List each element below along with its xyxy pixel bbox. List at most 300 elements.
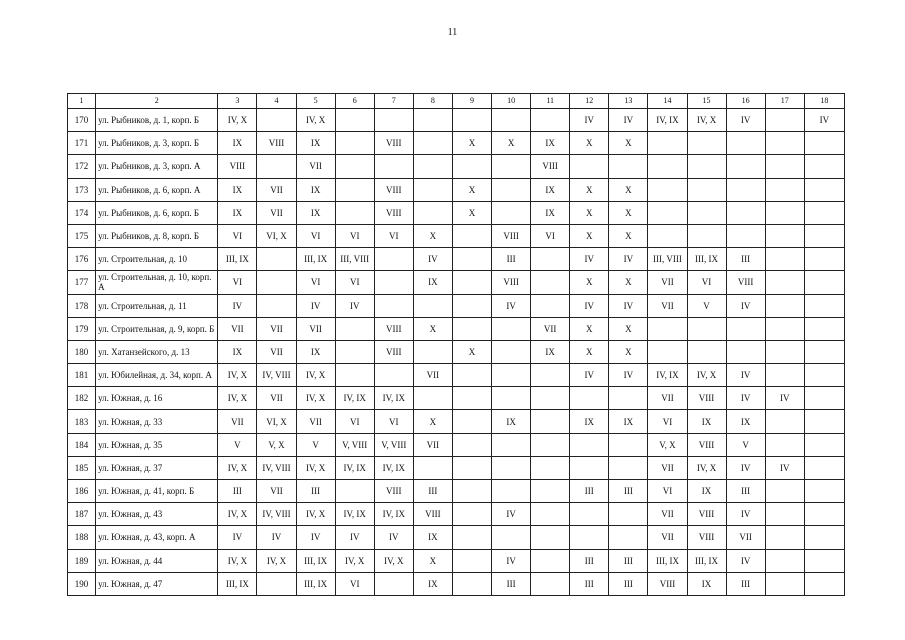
table-cell: VII — [648, 271, 687, 294]
table-cell — [804, 433, 844, 456]
table-cell: X — [609, 271, 648, 294]
table-cell — [413, 456, 452, 479]
table-cell — [804, 132, 844, 155]
table-cell: IV, IX — [374, 456, 413, 479]
table-cell: IV — [335, 294, 374, 317]
table-cell: III — [570, 549, 609, 572]
table-cell: V — [726, 433, 765, 456]
table-cell: IV — [570, 364, 609, 387]
table-cell: IV, X — [296, 456, 335, 479]
table-cell — [413, 155, 452, 178]
column-header: 1 — [68, 94, 96, 109]
table-cell: IX — [218, 201, 257, 224]
table-cell: III, IX — [296, 248, 335, 271]
table-cell: IV, X — [296, 109, 335, 132]
table-cell — [804, 201, 844, 224]
row-number: 179 — [68, 317, 96, 340]
table-cell — [765, 572, 804, 595]
table-cell — [492, 155, 531, 178]
table-cell — [765, 549, 804, 572]
table-cell — [335, 480, 374, 503]
table-cell: V, VIII — [335, 433, 374, 456]
table-cell: VIII — [413, 503, 452, 526]
table-cell: IV — [726, 387, 765, 410]
table-cell: VII — [218, 410, 257, 433]
table-cell: III — [570, 572, 609, 595]
table-cell: IV — [413, 248, 452, 271]
table-cell: VII — [413, 433, 452, 456]
column-header: 10 — [492, 94, 531, 109]
table-cell — [413, 340, 452, 363]
table-cell: IV — [296, 294, 335, 317]
table-cell: IX — [296, 178, 335, 201]
table-cell — [413, 109, 452, 132]
table-cell: III — [218, 480, 257, 503]
table-cell: IV, IX — [374, 387, 413, 410]
row-number: 173 — [68, 178, 96, 201]
table-cell — [648, 178, 687, 201]
table-cell — [765, 317, 804, 340]
table-cell: X — [570, 132, 609, 155]
table-cell — [570, 456, 609, 479]
table-cell: IX — [413, 526, 452, 549]
table-cell: VI — [335, 271, 374, 294]
table-cell — [374, 572, 413, 595]
table-cell — [687, 224, 726, 247]
table-cell: VI — [335, 224, 374, 247]
table-row — [68, 456, 845, 479]
table-cell: V, X — [648, 433, 687, 456]
column-header: 16 — [726, 94, 765, 109]
row-number: 177 — [68, 271, 96, 294]
table-cell: IV, VIII — [257, 364, 296, 387]
table-cell: IV, VIII — [257, 503, 296, 526]
table-cell: IV — [609, 294, 648, 317]
table-cell — [531, 503, 570, 526]
column-header: 12 — [570, 94, 609, 109]
table-cell: VII — [531, 317, 570, 340]
table-row — [68, 549, 845, 572]
table-cell: VIII — [492, 224, 531, 247]
table-cell: IV — [726, 456, 765, 479]
table-cell: IV, X — [296, 503, 335, 526]
table-cell: III, IX — [296, 549, 335, 572]
table-cell: III — [492, 248, 531, 271]
table-row — [68, 294, 845, 317]
table-cell: IV, IX — [648, 364, 687, 387]
address-cell: ул. Южная, д. 41, корп. Б — [96, 480, 218, 503]
table-cell: V, X — [257, 433, 296, 456]
table-row — [68, 387, 845, 410]
table-cell: IV — [765, 387, 804, 410]
table-cell — [726, 201, 765, 224]
table-row — [68, 155, 845, 178]
table-cell — [765, 433, 804, 456]
address-cell: ул. Строительная, д. 9, корп. Б — [96, 317, 218, 340]
table-row — [68, 248, 845, 271]
table-cell — [492, 387, 531, 410]
table-cell — [335, 364, 374, 387]
row-number: 175 — [68, 224, 96, 247]
table-cell — [804, 340, 844, 363]
table-cell — [804, 480, 844, 503]
table-cell — [335, 132, 374, 155]
table-cell: IV, X — [687, 456, 726, 479]
row-number: 184 — [68, 433, 96, 456]
table-cell: X — [452, 340, 491, 363]
table-cell: VI — [335, 572, 374, 595]
table-cell: V — [687, 294, 726, 317]
table-cell: III — [609, 480, 648, 503]
table-cell — [804, 549, 844, 572]
table-cell: IV, X — [296, 364, 335, 387]
table-cell — [452, 549, 491, 572]
table-cell: IV, VIII — [257, 456, 296, 479]
table-cell — [765, 410, 804, 433]
row-number: 187 — [68, 503, 96, 526]
table-cell — [335, 340, 374, 363]
table-cell: IX — [413, 572, 452, 595]
table-cell: VII — [257, 178, 296, 201]
table-row — [68, 480, 845, 503]
table-cell: IV — [726, 549, 765, 572]
table-cell: IV — [804, 109, 844, 132]
table-cell: IV, X — [296, 387, 335, 410]
table-cell — [765, 109, 804, 132]
table-cell — [531, 572, 570, 595]
table-cell: VI — [296, 224, 335, 247]
table-cell — [452, 109, 491, 132]
table-cell — [452, 480, 491, 503]
table-cell: X — [570, 317, 609, 340]
row-number: 183 — [68, 410, 96, 433]
row-number: 189 — [68, 549, 96, 572]
table-cell: IV, IX — [374, 503, 413, 526]
table-cell — [257, 271, 296, 294]
table-cell: IV — [335, 526, 374, 549]
column-header: 6 — [335, 94, 374, 109]
table-cell: IX — [531, 340, 570, 363]
address-cell: ул. Южная, д. 43 — [96, 503, 218, 526]
column-header: 14 — [648, 94, 687, 109]
table-cell: IV — [570, 294, 609, 317]
table-cell: IX — [218, 178, 257, 201]
table-cell — [765, 364, 804, 387]
table-cell: VIII — [374, 132, 413, 155]
table-cell: VIII — [531, 155, 570, 178]
table-cell: VIII — [374, 178, 413, 201]
table-cell — [570, 503, 609, 526]
table-row — [68, 340, 845, 363]
table-cell — [687, 132, 726, 155]
table-cell — [452, 271, 491, 294]
table-cell: X — [609, 132, 648, 155]
table-cell — [452, 526, 491, 549]
table-cell: VI — [218, 224, 257, 247]
address-cell: ул. Южная, д. 37 — [96, 456, 218, 479]
table-cell: VI — [531, 224, 570, 247]
table-cell: IV, IX — [335, 456, 374, 479]
table-row — [68, 572, 845, 595]
table-cell: X — [452, 201, 491, 224]
table-cell: IX — [687, 410, 726, 433]
table-cell: III — [609, 572, 648, 595]
table-cell — [335, 155, 374, 178]
table-cell: IV, IX — [648, 109, 687, 132]
table-cell: IX — [687, 572, 726, 595]
table-cell: VII — [648, 387, 687, 410]
table-cell — [687, 201, 726, 224]
table-cell — [374, 155, 413, 178]
table-cell — [492, 340, 531, 363]
table-cell — [413, 294, 452, 317]
table-cell — [492, 317, 531, 340]
table-cell: IV, IX — [335, 387, 374, 410]
address-cell: ул. Строительная, д. 10, корп. А — [96, 271, 218, 294]
table-row — [68, 271, 845, 294]
table-cell — [609, 433, 648, 456]
table-cell: III — [726, 248, 765, 271]
table-cell — [804, 572, 844, 595]
table-cell — [765, 340, 804, 363]
table-cell: IV, X — [218, 503, 257, 526]
table-cell — [374, 109, 413, 132]
table-cell: VII — [296, 155, 335, 178]
table-cell: VII — [648, 294, 687, 317]
table-cell: III, VIII — [335, 248, 374, 271]
table-cell — [492, 364, 531, 387]
table-cell — [609, 503, 648, 526]
table-cell: VII — [648, 456, 687, 479]
table-cell — [765, 248, 804, 271]
table-cell — [609, 155, 648, 178]
row-number: 174 — [68, 201, 96, 224]
table-cell — [726, 155, 765, 178]
table-cell — [492, 201, 531, 224]
table-cell: III, IX — [218, 248, 257, 271]
table-cell — [531, 410, 570, 433]
table-cell: VI — [648, 480, 687, 503]
address-cell: ул. Южная, д. 44 — [96, 549, 218, 572]
table-cell — [531, 364, 570, 387]
table-cell: IV — [726, 364, 765, 387]
table-cell: IV, X — [218, 456, 257, 479]
table-cell — [531, 294, 570, 317]
table-cell: VIII — [374, 317, 413, 340]
table-cell: IV — [609, 364, 648, 387]
table-row — [68, 433, 845, 456]
table-cell: X — [609, 317, 648, 340]
table-cell: VII — [648, 503, 687, 526]
table-cell: X — [609, 201, 648, 224]
table-cell — [765, 294, 804, 317]
address-cell: ул. Рыбников, д. 6, корп. А — [96, 178, 218, 201]
table-cell — [492, 456, 531, 479]
table-cell: VII — [648, 526, 687, 549]
table-cell — [804, 526, 844, 549]
table-cell — [765, 526, 804, 549]
table-cell: III — [413, 480, 452, 503]
table-cell: III — [726, 480, 765, 503]
table-cell — [609, 387, 648, 410]
table-cell: VI — [296, 271, 335, 294]
table-cell: III, IX — [648, 549, 687, 572]
table-cell — [570, 433, 609, 456]
header-row — [68, 94, 845, 109]
table-row — [68, 109, 845, 132]
table-cell: IV — [492, 294, 531, 317]
table-cell — [531, 387, 570, 410]
table-cell: X — [413, 317, 452, 340]
table-cell: IV, IX — [335, 503, 374, 526]
table-cell: IV — [726, 109, 765, 132]
schedule-table — [67, 93, 845, 596]
table-cell: IV, X — [218, 387, 257, 410]
address-cell: ул. Рыбников, д. 3, корп. А — [96, 155, 218, 178]
table-cell: IX — [492, 410, 531, 433]
table-cell — [531, 480, 570, 503]
table-cell — [804, 317, 844, 340]
row-number: 180 — [68, 340, 96, 363]
row-number: 181 — [68, 364, 96, 387]
table-cell: X — [570, 340, 609, 363]
row-number: 185 — [68, 456, 96, 479]
table-cell: VIII — [648, 572, 687, 595]
table-cell — [804, 387, 844, 410]
table-cell — [531, 456, 570, 479]
table-cell — [452, 294, 491, 317]
table-cell — [648, 340, 687, 363]
table-cell — [452, 155, 491, 178]
table-cell: VII — [257, 317, 296, 340]
table-cell — [452, 456, 491, 479]
address-cell: ул. Рыбников, д. 6, корп. Б — [96, 201, 218, 224]
table-cell — [492, 480, 531, 503]
table-cell: IX — [726, 410, 765, 433]
table-cell — [570, 155, 609, 178]
table-cell — [804, 364, 844, 387]
table-cell: III, IX — [687, 549, 726, 572]
address-cell: ул. Хатанзейского, д. 13 — [96, 340, 218, 363]
table-cell: IX — [609, 410, 648, 433]
table-cell — [492, 178, 531, 201]
table-row — [68, 201, 845, 224]
table-cell: V — [218, 433, 257, 456]
table-cell — [765, 132, 804, 155]
table-cell — [570, 387, 609, 410]
table-cell: IV, X — [374, 549, 413, 572]
table-cell: X — [609, 178, 648, 201]
table-cell: VIII — [726, 271, 765, 294]
table-cell: VII — [257, 480, 296, 503]
table-cell: IV, X — [687, 109, 726, 132]
address-cell: ул. Южная, д. 47 — [96, 572, 218, 595]
table-cell — [648, 201, 687, 224]
table-cell — [257, 248, 296, 271]
table-cell — [765, 178, 804, 201]
table-cell: IV — [609, 109, 648, 132]
table-cell: IV, X — [218, 109, 257, 132]
table-cell — [452, 387, 491, 410]
table-cell — [452, 503, 491, 526]
table-cell: X — [570, 224, 609, 247]
row-number: 186 — [68, 480, 96, 503]
table-cell — [726, 224, 765, 247]
table-cell — [726, 340, 765, 363]
table-cell — [413, 387, 452, 410]
address-cell: ул. Рыбников, д. 3, корп. Б — [96, 132, 218, 155]
table-cell: VI — [687, 271, 726, 294]
table-cell: IV — [374, 526, 413, 549]
table-cell — [492, 109, 531, 132]
column-header: 4 — [257, 94, 296, 109]
address-cell: ул. Строительная, д. 11 — [96, 294, 218, 317]
row-number: 188 — [68, 526, 96, 549]
table-cell — [335, 317, 374, 340]
column-header: 8 — [413, 94, 452, 109]
table-cell — [687, 178, 726, 201]
table-cell — [765, 155, 804, 178]
table-cell: IX — [296, 132, 335, 155]
table-cell: IV — [570, 248, 609, 271]
row-number: 171 — [68, 132, 96, 155]
table-cell: X — [492, 132, 531, 155]
table-row — [68, 317, 845, 340]
table-cell — [765, 224, 804, 247]
column-header: 5 — [296, 94, 335, 109]
table-row — [68, 224, 845, 247]
table-cell: III — [726, 572, 765, 595]
table-cell — [531, 549, 570, 572]
table-cell: III — [609, 549, 648, 572]
table-cell: VIII — [687, 526, 726, 549]
table-cell: IV — [257, 526, 296, 549]
table-cell: X — [609, 224, 648, 247]
row-number: 170 — [68, 109, 96, 132]
table-cell — [452, 248, 491, 271]
table-cell: III, IX — [218, 572, 257, 595]
table-cell: VII — [257, 340, 296, 363]
table-cell: V — [296, 433, 335, 456]
column-header: 9 — [452, 94, 491, 109]
table-cell: VI — [335, 410, 374, 433]
table-cell: VIII — [374, 480, 413, 503]
table-cell — [452, 224, 491, 247]
table-cell: IV — [492, 549, 531, 572]
table-row — [68, 364, 845, 387]
table-cell: III, IX — [687, 248, 726, 271]
table-cell: VIII — [687, 503, 726, 526]
row-number: 182 — [68, 387, 96, 410]
table-cell — [413, 178, 452, 201]
table-cell — [374, 364, 413, 387]
table-cell — [492, 433, 531, 456]
table-cell: VII — [726, 526, 765, 549]
table-cell: IX — [296, 340, 335, 363]
table-cell: X — [609, 340, 648, 363]
table-cell: IV — [609, 248, 648, 271]
column-header: 18 — [804, 94, 844, 109]
table-row — [68, 410, 845, 433]
table-cell: VI — [374, 410, 413, 433]
table-cell — [452, 317, 491, 340]
table-cell — [413, 132, 452, 155]
table-cell: III — [296, 480, 335, 503]
table-cell: IX — [531, 132, 570, 155]
table-body — [68, 109, 845, 596]
address-cell: ул. Южная, д. 33 — [96, 410, 218, 433]
table-cell — [257, 155, 296, 178]
